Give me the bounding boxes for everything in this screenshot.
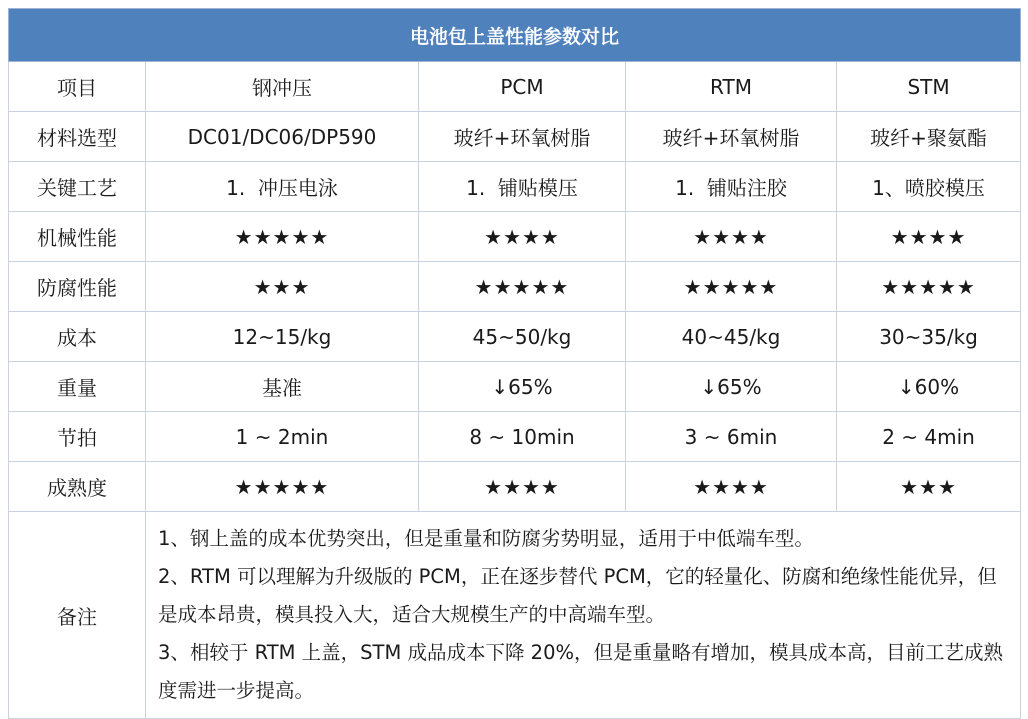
table-cell: ↓60% xyxy=(837,362,1021,412)
table-row-material xyxy=(9,112,1021,162)
table-cell: 1 ~ 2min xyxy=(146,412,419,462)
table-row-maturity xyxy=(9,462,1021,512)
table-cell: 12~15/kg xyxy=(146,312,419,362)
star-rating: ★★★★★ xyxy=(146,212,419,262)
header-cell-rtm: RTM xyxy=(626,62,837,112)
table-cell: 基准 xyxy=(146,362,419,412)
star-rating: ★★★ xyxy=(146,262,419,312)
table-cell: 45~50/kg xyxy=(419,312,626,362)
table-cell: 2 ~ 4min xyxy=(837,412,1021,462)
table-row-weight xyxy=(9,362,1021,412)
table-cell: 8 ~ 10min xyxy=(419,412,626,462)
star-rating: ★★★★ xyxy=(626,462,837,512)
header-cell-pcm: PCM xyxy=(419,62,626,112)
table-cell: 3 ~ 6min xyxy=(626,412,837,462)
header-row xyxy=(9,62,1021,112)
table-row-process xyxy=(9,162,1021,212)
notes-label: 备注 xyxy=(9,512,146,719)
row-label: 防腐性能 xyxy=(9,262,146,312)
row-label: 重量 xyxy=(9,362,146,412)
row-label: 节拍 xyxy=(9,412,146,462)
table-title: 电池包上盖性能参数对比 xyxy=(9,9,1021,62)
table-cell: 玻纤+聚氨酯 xyxy=(837,112,1021,162)
row-label: 成熟度 xyxy=(9,462,146,512)
table-row-cycle-time xyxy=(9,412,1021,462)
table-cell: ↓65% xyxy=(626,362,837,412)
table-cell: 40~45/kg xyxy=(626,312,837,362)
note-item: 3、相较于 RTM 上盖，STM 成品成本下降 20%，但是重量略有增加，模具成本高，目前工艺成熟度需进一步提高。 xyxy=(158,641,1004,702)
comparison-table-container xyxy=(8,8,1020,719)
table-cell: ↓65% xyxy=(419,362,626,412)
star-rating: ★★★★ xyxy=(419,212,626,262)
table-cell: DC01/DC06/DP590 xyxy=(146,112,419,162)
star-rating: ★★★ xyxy=(837,462,1021,512)
comparison-table xyxy=(8,8,1021,719)
star-rating: ★★★★★ xyxy=(146,462,419,512)
star-rating: ★★★★★ xyxy=(419,262,626,312)
star-rating: ★★★★ xyxy=(837,212,1021,262)
row-label: 关键工艺 xyxy=(9,162,146,212)
header-cell-stm: STM xyxy=(837,62,1021,112)
row-label: 成本 xyxy=(9,312,146,362)
header-cell-item: 项目 xyxy=(9,62,146,112)
star-rating: ★★★★★ xyxy=(626,262,837,312)
star-rating: ★★★★ xyxy=(626,212,837,262)
row-label: 机械性能 xyxy=(9,212,146,262)
star-rating: ★★★★★ xyxy=(837,262,1021,312)
row-label: 材料选型 xyxy=(9,112,146,162)
table-cell: 30~35/kg xyxy=(837,312,1021,362)
table-cell: 1. 铺贴注胶 xyxy=(626,162,837,212)
table-cell: 1. 铺贴模压 xyxy=(419,162,626,212)
table-cell: 玻纤+环氧树脂 xyxy=(419,112,626,162)
note-item: 1、钢上盖的成本优势突出，但是重量和防腐劣势明显，适用于中低端车型。 xyxy=(158,527,814,550)
table-cell: 1、喷胶模压 xyxy=(837,162,1021,212)
title-row xyxy=(9,9,1021,62)
table-row-cost xyxy=(9,312,1021,362)
table-cell: 1. 冲压电泳 xyxy=(146,162,419,212)
note-item: 2、RTM 可以理解为升级版的 PCM，正在逐步替代 PCM，它的轻量化、防腐和绝缘性能优异，但是成本昂贵，模具投入大，适合大规模生产的中高端车型。 xyxy=(158,565,997,626)
table-row-mechanical xyxy=(9,212,1021,262)
table-cell: 玻纤+环氧树脂 xyxy=(626,112,837,162)
star-rating: ★★★★ xyxy=(419,462,626,512)
table-row-notes xyxy=(9,512,1021,719)
header-cell-steel: 钢冲压 xyxy=(146,62,419,112)
notes-cell xyxy=(146,512,1021,719)
table-row-corrosion xyxy=(9,262,1021,312)
